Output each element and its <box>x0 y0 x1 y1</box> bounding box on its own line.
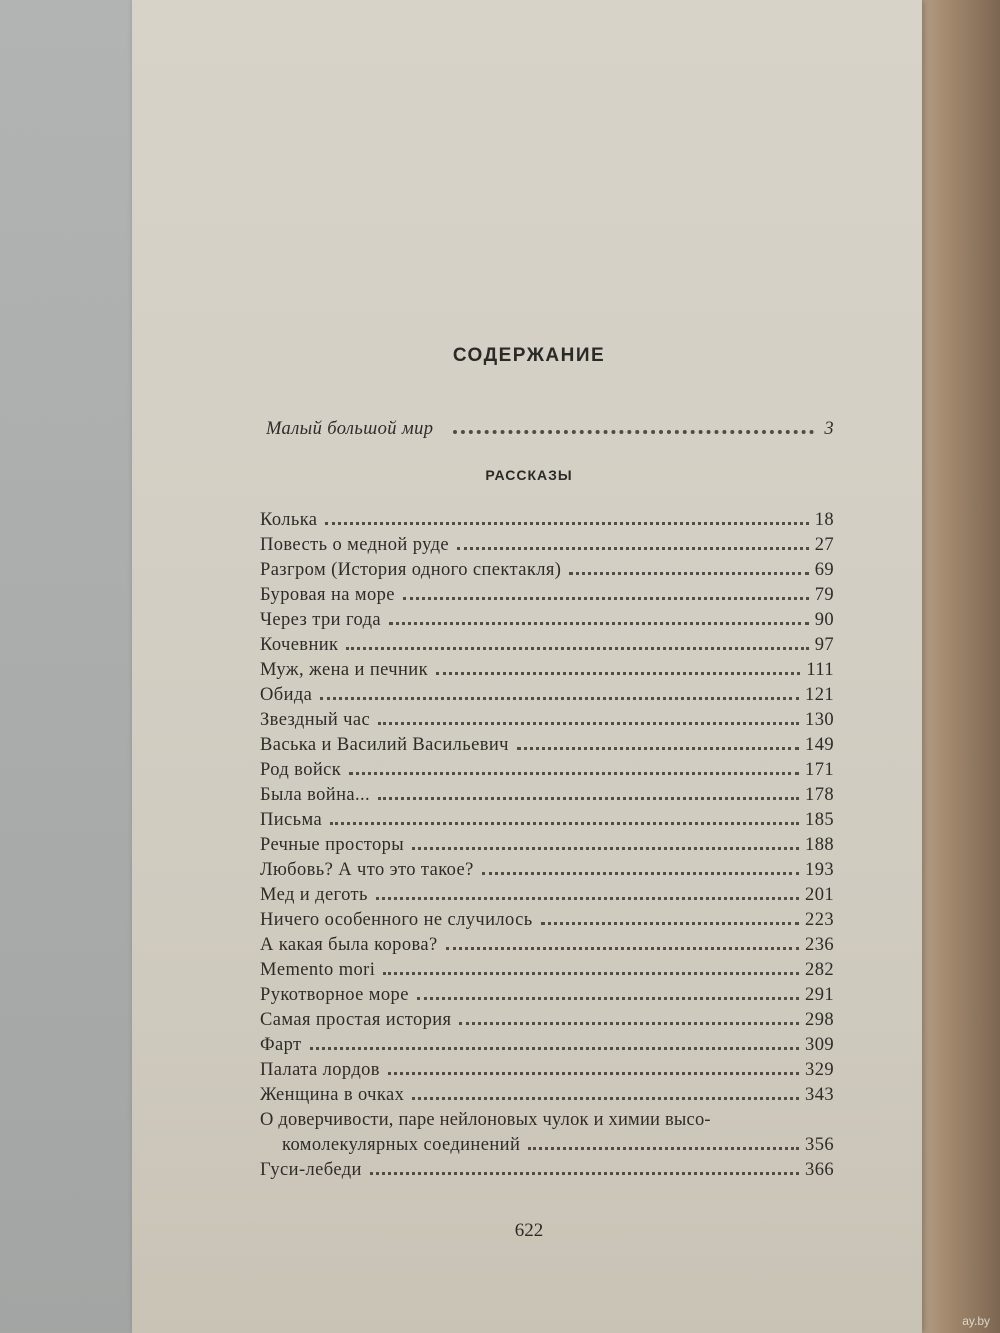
toc-entry <box>260 910 834 936</box>
dot-leader <box>446 947 799 950</box>
toc-entry <box>260 1035 834 1061</box>
dot-leader <box>310 1047 800 1050</box>
toc-entry-wrapped-line1: О доверчивости, паре нейлоновых чулок и химии высо- <box>260 1110 711 1130</box>
toc-entry-page: 329 <box>805 1060 834 1080</box>
dot-leader <box>388 1072 799 1075</box>
toc-entry <box>260 610 834 636</box>
toc-entry-label: Васька и Василий Васильевич <box>260 735 509 755</box>
toc-entry-page: 185 <box>805 810 834 830</box>
toc-entry-label: Memento mori <box>260 960 376 980</box>
dot-leader <box>482 872 799 875</box>
dot-leader <box>436 672 800 675</box>
toc-entry-label: Письма <box>260 810 323 830</box>
toc-entry-page: 298 <box>805 1010 834 1030</box>
toc-entry-label: Ничего особенного не случилось <box>260 910 533 930</box>
toc-entry-page: 121 <box>805 685 834 705</box>
toc-entry <box>260 960 834 986</box>
toc-entry-page: 366 <box>805 1160 834 1180</box>
toc-entry <box>260 785 834 811</box>
toc-entry-label: комолекулярных соединений <box>282 1135 521 1155</box>
toc-entry-label: Рукотворное море <box>260 985 409 1005</box>
dot-leader <box>370 1172 799 1175</box>
dot-leader <box>569 572 808 575</box>
toc-entry-label: Речные просторы <box>260 835 405 855</box>
toc-entry-page: 97 <box>814 635 834 655</box>
dot-leader <box>412 847 799 850</box>
toc-entry <box>260 635 834 661</box>
book-page-edge <box>912 0 1000 1333</box>
toc-entry-page: 236 <box>805 935 834 955</box>
toc-entry-label: Палата лордов <box>260 1060 380 1080</box>
toc-entry-label: Любовь? А что это такое? <box>260 860 474 880</box>
toc-entry <box>260 585 834 611</box>
toc-entry-page: 291 <box>805 985 834 1005</box>
toc-entry-label: Самая простая история <box>260 1010 452 1030</box>
toc-entry <box>260 535 834 561</box>
toc-entry <box>260 1160 834 1186</box>
toc-entry <box>260 710 834 736</box>
toc-entry-label: Муж, жена и печник <box>260 660 428 680</box>
watermark: ay.by <box>962 1314 990 1328</box>
toc-entry <box>260 985 834 1011</box>
toc-entry-page: 193 <box>805 860 834 880</box>
toc-entry-page: 171 <box>805 760 834 780</box>
dot-leader <box>376 897 799 900</box>
toc-entry-wrapped-line2 <box>282 1135 834 1161</box>
dot-leader <box>412 1097 799 1100</box>
dot-leader <box>320 697 799 700</box>
toc-entry-label: Род войск <box>260 760 342 780</box>
contents-title: СОДЕРЖАНИЕ <box>452 345 606 366</box>
toc-entry-page: 149 <box>805 735 834 755</box>
toc-entry <box>260 735 834 761</box>
toc-entry-page: 223 <box>805 910 834 930</box>
toc-entry <box>260 660 834 686</box>
toc-entry <box>260 885 834 911</box>
toc-entry <box>260 1085 834 1111</box>
toc-entry <box>260 560 834 586</box>
toc-entry-label: Колька <box>260 510 318 530</box>
toc-entry-label: Обида <box>260 685 313 705</box>
dot-leader <box>403 597 809 600</box>
dot-leader <box>378 797 799 800</box>
toc-entry <box>260 835 834 861</box>
toc-entry-label: Была война... <box>260 785 371 805</box>
toc-entry <box>260 510 834 536</box>
toc-entry-intro <box>266 419 834 445</box>
dot-leader <box>325 522 808 525</box>
toc-entry-page: 111 <box>806 660 834 680</box>
toc-entry-label: Женщина в очках <box>260 1085 405 1105</box>
toc-entry-label: Мед и деготь <box>260 885 368 905</box>
toc-entry-page: 69 <box>814 560 834 580</box>
toc-entry <box>260 860 834 886</box>
toc-entry-label: Через три года <box>260 610 382 630</box>
toc-entry-page: 27 <box>814 535 834 555</box>
toc-entry <box>260 1060 834 1086</box>
dot-leader <box>349 772 799 775</box>
dot-leader <box>459 1022 799 1025</box>
dot-leader <box>517 747 799 750</box>
toc-entry-page: 356 <box>805 1135 834 1155</box>
toc-entry-label: Гуси-лебеди <box>260 1160 362 1180</box>
toc-entry-page: 79 <box>814 585 834 605</box>
toc-entry <box>260 810 834 836</box>
dot-leader <box>453 430 814 434</box>
dot-leader <box>389 622 809 625</box>
toc-entry <box>260 685 834 711</box>
toc-entry-label: Повесть о медной руде <box>260 535 450 555</box>
toc-entry-label: А какая была корова? <box>260 935 438 955</box>
toc-entry-page: 282 <box>805 960 834 980</box>
toc-entry <box>260 1010 834 1036</box>
dot-leader <box>378 722 799 725</box>
toc-entry-label: Малый большой мир <box>266 419 434 439</box>
dot-leader <box>383 972 799 975</box>
page-number: 622 <box>514 1220 544 1241</box>
toc-entry-page: 90 <box>814 610 834 630</box>
toc-entry-label: Звездный час <box>260 710 371 730</box>
toc-entry-label: Кочевник <box>260 635 339 655</box>
toc-entry <box>260 935 834 961</box>
toc-entry-page: 3 <box>824 419 834 439</box>
toc-entry-page: 201 <box>805 885 834 905</box>
dot-leader <box>417 997 799 1000</box>
toc-entry-label: Разгром (История одного спектакля) <box>260 560 562 580</box>
toc-entry-page: 188 <box>805 835 834 855</box>
dot-leader <box>528 1147 799 1150</box>
toc-entry-page: 18 <box>814 510 834 530</box>
toc-entry-label: Фарт <box>260 1035 302 1055</box>
section-heading: РАССКАЗЫ <box>485 467 573 483</box>
dot-leader <box>457 547 809 550</box>
toc-entry-page: 309 <box>805 1035 834 1055</box>
dot-leader <box>541 922 799 925</box>
toc-entry-page: 343 <box>805 1085 834 1105</box>
toc-entry <box>260 760 834 786</box>
toc-entry-page: 130 <box>805 710 834 730</box>
toc-entry-label: Буровая на море <box>260 585 395 605</box>
dot-leader <box>346 647 808 650</box>
dot-leader <box>330 822 799 825</box>
toc-entry-page: 178 <box>805 785 834 805</box>
